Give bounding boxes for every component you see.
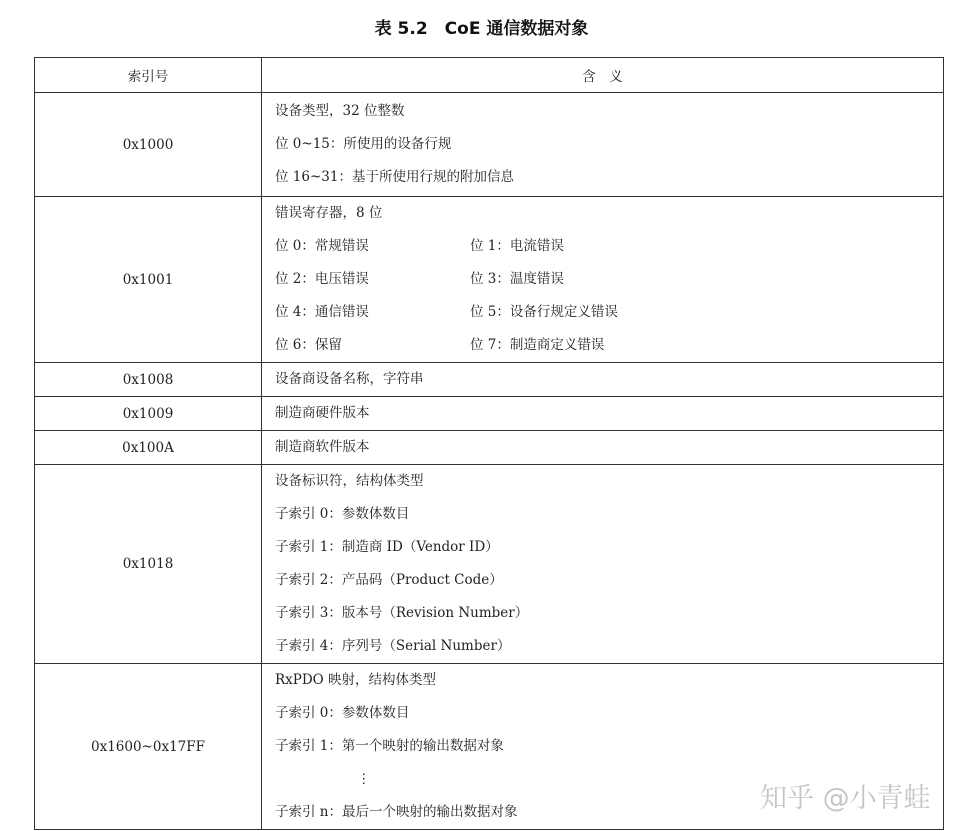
desc-line: 子索引 3：版本号（Revision Number） <box>275 605 529 621</box>
coe-objects-table <box>34 57 944 830</box>
table-row <box>35 397 944 431</box>
desc-line: 制造商软件版本 <box>275 439 370 455</box>
ellipsis-vertical: ⋮ <box>357 771 371 787</box>
desc-line: 设备类型，32 位整数 <box>275 103 405 119</box>
bit-desc: 位 2：电压错误 <box>275 271 369 287</box>
bit-desc: 位 5：设备行规定义错误 <box>470 304 618 320</box>
row-index: 0x1018 <box>35 465 262 664</box>
desc-line: 位 16~31：基于所使用行规的附加信息 <box>275 169 514 185</box>
desc-line: 子索引 1：第一个映射的输出数据对象 <box>275 738 504 754</box>
desc-line <box>275 329 943 362</box>
desc-line: 位 0~15：所使用的设备行规 <box>275 136 452 152</box>
table-row <box>35 363 944 397</box>
desc-line <box>275 263 943 296</box>
desc-line: 子索引 4：序列号（Serial Number） <box>275 638 511 654</box>
bit-desc: 位 1：电流错误 <box>470 238 564 254</box>
watermark: 知乎 @小青蛙 <box>760 783 931 814</box>
bit-desc: 位 4：通信错误 <box>275 304 369 320</box>
header-meaning: 含 义 <box>262 58 944 93</box>
desc-line: 设备标识符，结构体类型 <box>275 473 424 489</box>
desc-line: 子索引 1：制造商 ID（Vendor ID） <box>275 539 499 555</box>
desc-line: 制造商硬件版本 <box>275 405 370 421</box>
row-index: 0x1008 <box>35 363 262 397</box>
table-title: 表 5.2 CoE 通信数据对象 <box>374 19 589 39</box>
row-index: 0x1600~0x17FF <box>35 664 262 830</box>
table-header-row <box>35 58 944 93</box>
desc-line: 子索引 0：参数体数目 <box>275 506 410 522</box>
row-index: 0x100A <box>35 431 262 465</box>
desc-line: 子索引 0：参数体数目 <box>275 705 410 721</box>
bit-desc: 位 3：温度错误 <box>470 271 564 287</box>
header-index: 索引号 <box>35 58 262 93</box>
table-row <box>35 197 944 363</box>
desc-line: 子索引 n：最后一个映射的输出数据对象 <box>275 804 518 820</box>
table-row <box>35 93 944 197</box>
table-row <box>35 465 944 664</box>
desc-line: 设备商设备名称，字符串 <box>275 371 424 387</box>
desc-line <box>275 230 943 263</box>
row-index: 0x1000 <box>35 93 262 197</box>
bit-desc: 位 6：保留 <box>275 337 342 353</box>
bit-desc: 位 7：制造商定义错误 <box>470 337 605 353</box>
desc-line: RxPDO 映射，结构体类型 <box>275 672 437 688</box>
desc-line <box>275 296 943 329</box>
row-index: 0x1001 <box>35 197 262 363</box>
desc-line: 子索引 2：产品码（Product Code） <box>275 572 503 588</box>
bit-desc: 位 0：常规错误 <box>275 238 369 254</box>
table-row <box>35 431 944 465</box>
desc-line: 错误寄存器，8 位 <box>275 205 383 221</box>
row-index: 0x1009 <box>35 397 262 431</box>
